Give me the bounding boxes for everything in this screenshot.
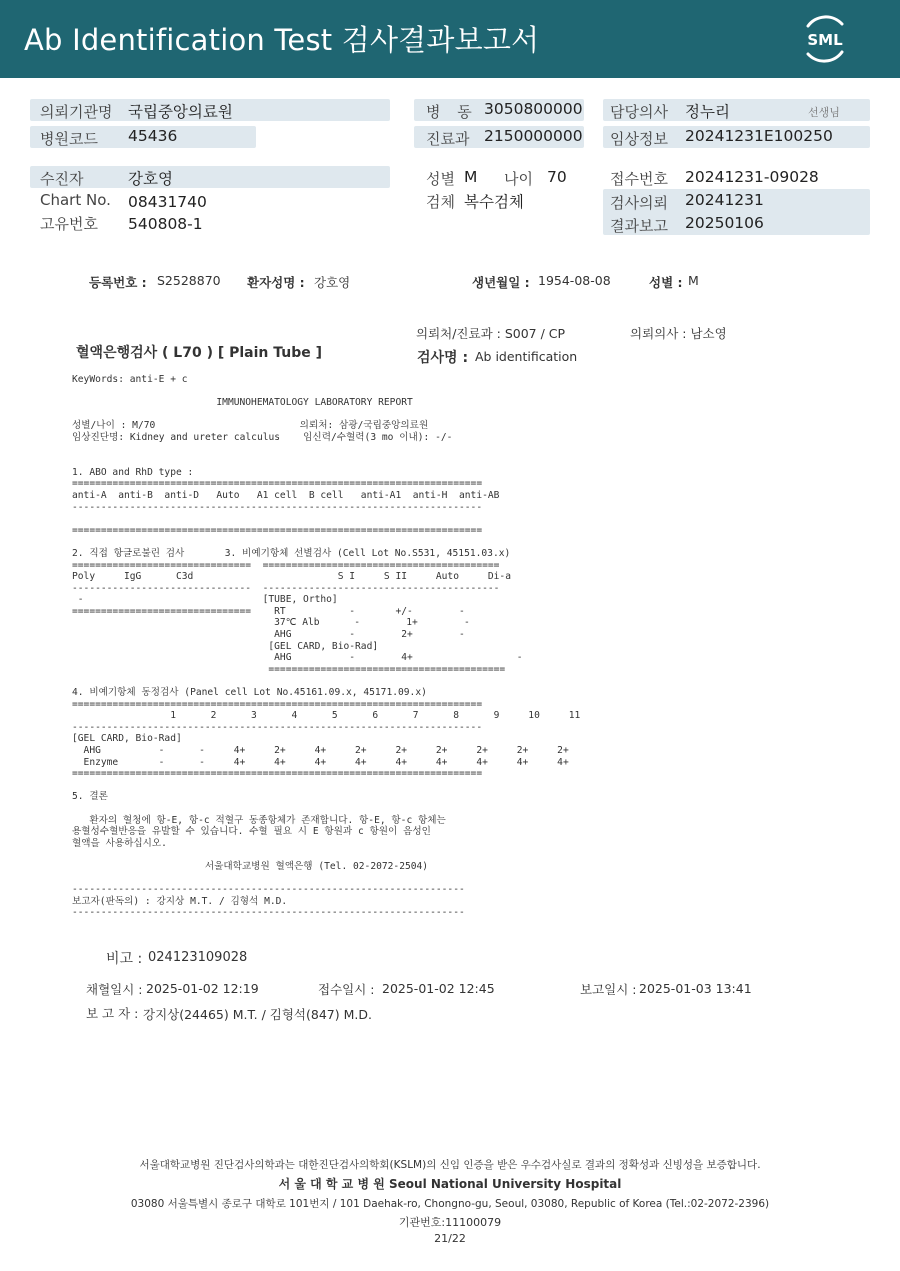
page-number: 21/22 — [434, 1232, 466, 1245]
age-value: 70 — [547, 168, 567, 186]
age-label: 나이 — [504, 170, 533, 188]
report-line: 5. 결론 — [72, 791, 108, 803]
hospital-name-ko: 서 울 대 학 교 병 원 — [278, 1177, 385, 1191]
doctor-label: 담당의사 — [610, 103, 668, 121]
sml-logo-icon — [800, 14, 850, 64]
report-line: ----------------------------------------------------------------------- — [72, 501, 483, 513]
dob-value: 1954-08-08 — [538, 273, 611, 288]
registration-label: 등록번호 : — [89, 275, 147, 290]
report-line: =============================== ========================================= — [72, 559, 500, 571]
remark-value: 024123109028 — [148, 950, 248, 965]
certification-note: 서울대학교병원 진단검사의학과는 대한진단검사의학회(KSLM)의 신임 인증을 받은 우수검사실로 결과의 정확성과 신빙성을 보증합니다. — [139, 1159, 761, 1171]
ward-value: 3050800000 — [484, 100, 583, 118]
collect-label: 채혈일시 : — [86, 982, 143, 997]
institution-value: 국립중앙의료원 — [128, 103, 233, 121]
report-line — [72, 675, 580, 687]
request-value: 20241231 — [685, 191, 764, 209]
sex-value: M — [464, 168, 478, 186]
remark-label: 비고 : — [106, 951, 143, 967]
report-line: 37℃ Alb - 1+ - — [72, 617, 470, 629]
scan-sex-label: 성별 : — [649, 275, 683, 290]
report-line: - [TUBE, Ortho] — [72, 594, 338, 606]
report-line: 1. ABO and RhD type : — [72, 466, 194, 478]
receipt-label: 접수번호 — [610, 170, 668, 188]
report-line: ----------------------------------------------------------------------- — [72, 721, 483, 733]
report-line: [GEL CARD, Bio-Rad] — [72, 640, 379, 652]
reporter-value: 강지상(24465) M.T. / 김형석(847) M.D. — [143, 1007, 372, 1022]
report-line: ======================================================================= — [72, 768, 483, 780]
report-line: ======================================================================= — [72, 524, 483, 536]
org-number: 기관번호:11100079 — [398, 1216, 502, 1229]
report-line: 4. 비예기항체 동정검사 (Panel cell Lot No.45161.09.x, 45171.09.x) — [72, 687, 427, 699]
registration-value: S2528870 — [157, 273, 221, 288]
report-line: [GEL CARD, Bio-Rad] — [72, 733, 182, 745]
report-line: 혈액을 사용하십시오. — [72, 837, 167, 849]
report-line: Enzyme - - 4+ 4+ 4+ 4+ 4+ 4+ 4+ 4+ 4+ — [72, 756, 569, 768]
receipt-value: 20241231-09028 — [685, 168, 819, 186]
report-line — [72, 873, 580, 885]
dob-label: 생년월일 : — [472, 275, 530, 290]
report-line: -------------------------------------------------------------------- — [72, 884, 465, 896]
clinical-value: 20241231E100250 — [685, 127, 833, 145]
collect-value: 2025-01-02 12:19 — [146, 981, 259, 996]
hospital-code-label: 병원코드 — [40, 130, 98, 148]
report-line: 환자의 혈청에 항-E, 항-c 적혈구 동종항체가 존재합니다. 항-E, 항-c 항체는 — [72, 814, 446, 826]
report-title: Ab Identification Test 검사결과보고서 — [24, 23, 540, 57]
dept-value: 2150000000 — [484, 127, 583, 145]
unique-value: 540808-1 — [128, 215, 203, 233]
specimen-label: 검체 — [426, 193, 455, 211]
report-line — [72, 455, 580, 467]
report-line — [72, 536, 580, 548]
report-line — [72, 409, 580, 421]
patient-label: 수진자 — [40, 170, 84, 188]
report-line: IMMUNOHEMATOLOGY LABORATORY REPORT — [72, 397, 413, 409]
report-line — [72, 513, 580, 525]
report-line: ========================================= — [72, 663, 506, 675]
patient-name-value: 강호영 — [314, 275, 351, 290]
chart-value: 08431740 — [128, 193, 207, 211]
report-line: 2. 직접 항글로불린 검사 3. 비예기항체 선별검사 (Cell Lot No.S531, 45151.03.x) — [72, 547, 511, 559]
logo-text: SML — [807, 31, 843, 49]
report-line: 용혈성수혈반응을 유발할 수 있습니다. 수혈 필요 시 E 항원과 c 항원이 음성인 — [72, 826, 431, 838]
patient-bar — [30, 166, 390, 188]
report-line: 보고자(판독의) : 강지상 M.T. / 김형석 M.D. — [72, 895, 288, 907]
report-line: AHG - 2+ - — [72, 629, 465, 641]
patient-value: 강호영 — [128, 170, 173, 188]
report-line — [72, 849, 580, 861]
report-line: 임상진단명: Kidney and ureter calculus 임신력/수혈력(3 mo 이내): -/- — [72, 431, 453, 443]
dept-label: 진료과 — [426, 130, 470, 148]
report-line: Poly IgG C3d S I S II Auto Di-a — [72, 571, 511, 583]
report-line: 성별/나이 : M/70 의뢰처: 삼광/국립중앙의료원 — [72, 420, 429, 432]
hospital-code-value: 45436 — [128, 127, 178, 145]
test-name-label: 검사명 : — [417, 350, 469, 366]
scan-sex-value: M — [688, 273, 699, 288]
hospital-address: 03080 서울특별시 종로구 대학로 101번지 / 101 Daehak-ro, Chongno-gu, Seoul, 03080, Republic of Korea (Tel.:02-2072-2396) — [130, 1198, 770, 1210]
client-dept: 의뢰처/진료과 : S007 / CP — [416, 326, 566, 341]
report-line: anti-A anti-B anti-D Auto A1 cell B cell anti-A1 anti-H anti-AB — [72, 489, 500, 501]
accept-label: 접수일시 : — [318, 982, 375, 997]
specimen-value: 복수검체 — [464, 193, 524, 211]
report-line — [72, 386, 580, 398]
report-line: ======================================================================= — [72, 478, 483, 490]
report-line: AHG - 4+ - — [72, 652, 523, 664]
chart-label: Chart No. — [40, 191, 111, 209]
report-line: 1 2 3 4 5 6 7 8 9 10 11 — [72, 710, 581, 722]
report-line — [72, 803, 580, 815]
reporter-label: 보 고 자 : — [86, 1006, 139, 1021]
sex-label: 성별 — [426, 170, 455, 188]
report-line: AHG - - 4+ 2+ 4+ 2+ 2+ 2+ 2+ 2+ 2+ — [72, 745, 569, 756]
institution-label: 의뢰기관명 — [40, 103, 113, 121]
report-header — [0, 0, 900, 78]
report-line: ======================================================================= — [72, 698, 483, 710]
report-line — [72, 780, 580, 792]
hospital-name — [0, 1175, 900, 1192]
hospital-name-en: Seoul National University Hospital — [389, 1177, 622, 1191]
ward-label: 병 동 — [426, 103, 478, 121]
report-line: KeyWords: anti-E + c — [72, 374, 188, 385]
patient-name-label: 환자성명 : — [247, 275, 305, 290]
report-time-label: 보고일시 : — [580, 982, 637, 997]
client-doctor: 의뢰의사 : 남소영 — [630, 326, 727, 341]
doctor-suffix: 선생님 — [808, 106, 840, 119]
request-label: 검사의뢰 — [610, 194, 668, 212]
unique-label: 고유번호 — [40, 215, 98, 233]
report-line: -------------------------------------------------------------------- — [72, 907, 465, 919]
doctor-value: 정누리 — [685, 103, 730, 121]
report-line: 서울대학교병원 혈액은행 (Tel. 02-2072-2504) — [72, 860, 429, 872]
accept-value: 2025-01-02 12:45 — [382, 981, 495, 996]
report-line: =============================== RT - +/- - — [72, 605, 465, 617]
report-time-value: 2025-01-03 13:41 — [639, 981, 752, 996]
report-date-value: 20250106 — [685, 214, 764, 232]
report-body — [72, 374, 580, 919]
blood-bank-title: 혈액은행검사 ( L70 ) [ Plain Tube ] — [76, 345, 323, 361]
report-line — [72, 444, 580, 456]
clinical-label: 임상정보 — [610, 130, 668, 148]
report-line: ------------------------------- ----------------------------------------- — [72, 582, 500, 594]
report-date-label: 결과보고 — [610, 217, 668, 235]
test-name-value: Ab identification — [475, 349, 578, 364]
